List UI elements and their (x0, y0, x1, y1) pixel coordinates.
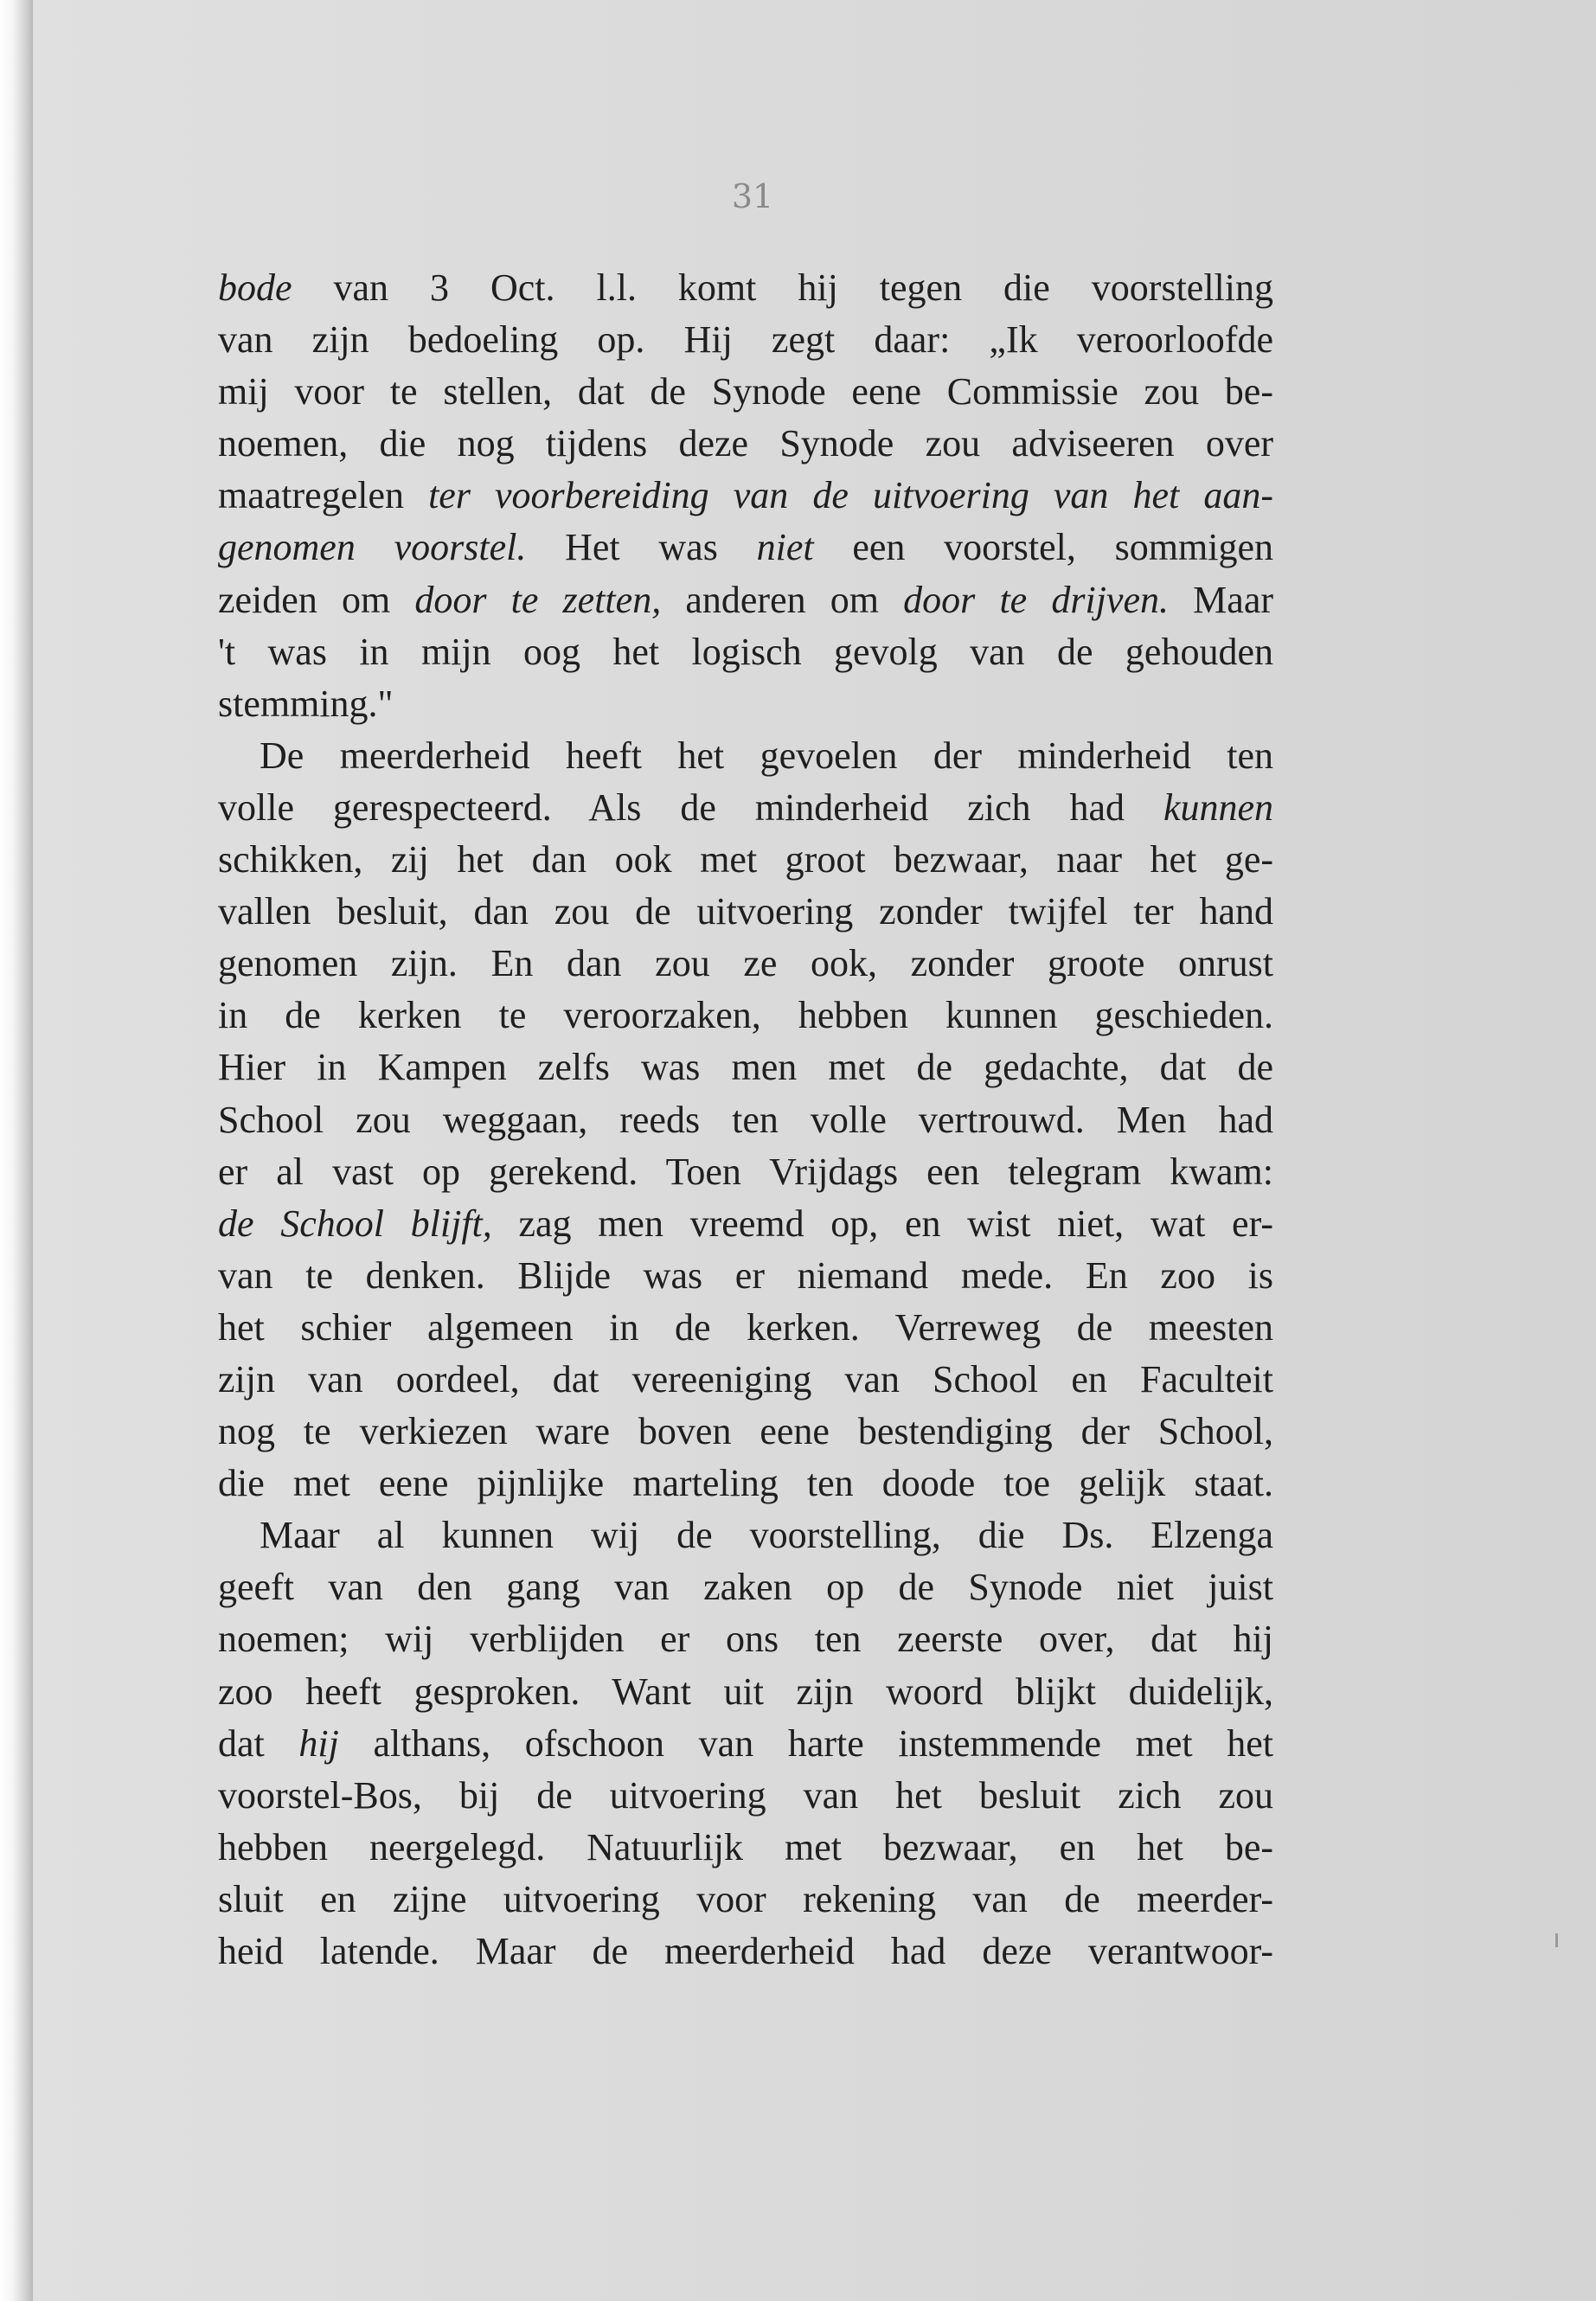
text-line (218, 1094, 1273, 1146)
text-line (218, 314, 1273, 366)
text-segment: Maar (1169, 578, 1273, 621)
text-segment: er al vast op gerekend. Toen Vrijdags een telegram kwam: (218, 1150, 1273, 1193)
text-segment: noemen; wij verblijden er ons ten zeerste over, dat hij (218, 1618, 1273, 1661)
text-segment: stemming." (218, 682, 394, 725)
text-segment: De meerderheid heeft het gevoelen der minderheid ten (260, 734, 1273, 777)
text-line (218, 1718, 1273, 1770)
text-line (218, 1198, 1273, 1250)
text-segment: noemen, die nog tijdens deze Synode zou adviseeren over (218, 422, 1273, 465)
text-line (218, 1509, 1273, 1561)
text-segment: het schier algemeen in de kerken. Verreweg de meesten (218, 1305, 1273, 1349)
italic-text: de School blijft, (218, 1202, 492, 1245)
body-text (218, 262, 1273, 1977)
text-line (218, 574, 1273, 626)
text-segment: Maar al kunnen wij de voorstelling, die Ds. Elzenga (260, 1514, 1273, 1557)
text-segment: vallen besluit, dan zou de uitvoering zonder twijfel ter hand (218, 890, 1273, 933)
text-segment: mij voor te stellen, dat de Synode eene Commissie zou be- (218, 370, 1273, 413)
text-line (218, 1613, 1273, 1665)
text-segment: Het was (526, 526, 757, 569)
text-segment: hebben neergelegd. Natuurlijk met bezwaar, en het be- (218, 1825, 1273, 1868)
text-line (218, 366, 1273, 418)
italic-text: niet (756, 526, 814, 569)
text-line (218, 1406, 1273, 1458)
text-segment: School zou weggaan, reeds ten volle vertrouwd. Men had (218, 1098, 1273, 1141)
text-segment: Hier in Kampen zelfs was men met de gedachte, dat de (218, 1046, 1273, 1089)
italic-text: genomen voorstel. (218, 526, 527, 569)
italic-text: kunnen (1163, 785, 1273, 829)
text-line (218, 1354, 1273, 1406)
page-spine-shadow (0, 0, 33, 2301)
text-line (218, 470, 1273, 522)
text-line (218, 1146, 1273, 1198)
italic-text: door te drijven. (903, 578, 1169, 621)
italic-text: bode (218, 266, 292, 309)
italic-text: door te zetten, (414, 578, 662, 621)
text-line (218, 678, 1273, 730)
page-number: 31 (731, 177, 774, 215)
text-segment: 't was in mijn oog het logisch gevolg van de gehouden (218, 630, 1273, 673)
text-segment: van zijn bedoeling op. Hij zegt daar: „Ik veroorloofde (218, 318, 1273, 362)
text-line (218, 1874, 1273, 1926)
text-line (218, 418, 1273, 470)
text-line (218, 1926, 1273, 1977)
text-segment: dat (218, 1721, 299, 1765)
text-segment: volle gerespecteerd. Als de minderheid zich had (218, 785, 1163, 829)
text-segment: van te denken. Blijde was er niemand mede. En zoo is (218, 1253, 1273, 1297)
text-line (218, 1822, 1273, 1874)
text-line (218, 886, 1273, 938)
text-segment: geeft van den gang van zaken op de Synode niet juist (218, 1566, 1273, 1609)
text-line (218, 1302, 1273, 1354)
text-line (218, 990, 1273, 1042)
text-line (218, 938, 1273, 990)
text-segment: zijn van oordeel, dat vereeniging van School en Faculteit (218, 1357, 1273, 1400)
italic-text: ter voorbereiding van de uitvoering van het aan- (428, 474, 1273, 517)
text-line (218, 1770, 1273, 1822)
italic-text: hij (298, 1721, 339, 1765)
text-segment: die met eene pijnlijke marteling ten doode toe gelijk staat. (218, 1462, 1273, 1505)
text-segment: van 3 Oct. l.l. komt hij tegen die voorstelling (292, 266, 1273, 309)
text-segment: zag men vreemd op, en wist niet, wat er- (491, 1202, 1274, 1245)
text-segment: sluit en zijne uitvoering voor rekening van de meerder- (218, 1877, 1273, 1920)
margin-mark (1555, 1933, 1558, 1947)
text-line (218, 626, 1273, 678)
text-line (218, 1250, 1273, 1302)
text-segment: althans, ofschoon van harte instemmende met het (338, 1721, 1273, 1765)
text-segment: zoo heeft gesproken. Want uit zijn woord blijkt duidelijk, (218, 1670, 1273, 1713)
text-segment: zeiden om (218, 578, 415, 621)
text-line (218, 1042, 1273, 1093)
text-segment: nog te verkiezen ware boven eene bestendiging der School, (218, 1410, 1273, 1453)
text-line (218, 522, 1273, 574)
text-line (218, 834, 1273, 886)
text-segment: in de kerken te veroorzaken, hebben kunnen geschieden. (218, 994, 1273, 1037)
text-line (218, 262, 1273, 314)
text-line (218, 1666, 1273, 1718)
text-segment: heid latende. Maar de meerderheid had deze verantwoor- (218, 1930, 1273, 1972)
text-segment: anderen om (661, 578, 904, 621)
text-segment: genomen zijn. En dan zou ze ook, zonder groote onrust (218, 942, 1273, 985)
text-segment: maatregelen (218, 474, 429, 517)
text-line (218, 1561, 1273, 1613)
text-segment: schikken, zij het dan ook met groot bezwaar, naar het ge- (218, 838, 1273, 881)
text-line (218, 730, 1273, 782)
text-line (218, 1458, 1273, 1509)
text-line (218, 782, 1273, 834)
text-segment: een voorstel, sommigen (813, 526, 1273, 569)
text-segment: voorstel-Bos, bij de uitvoering van het besluit zich zou (218, 1773, 1273, 1817)
